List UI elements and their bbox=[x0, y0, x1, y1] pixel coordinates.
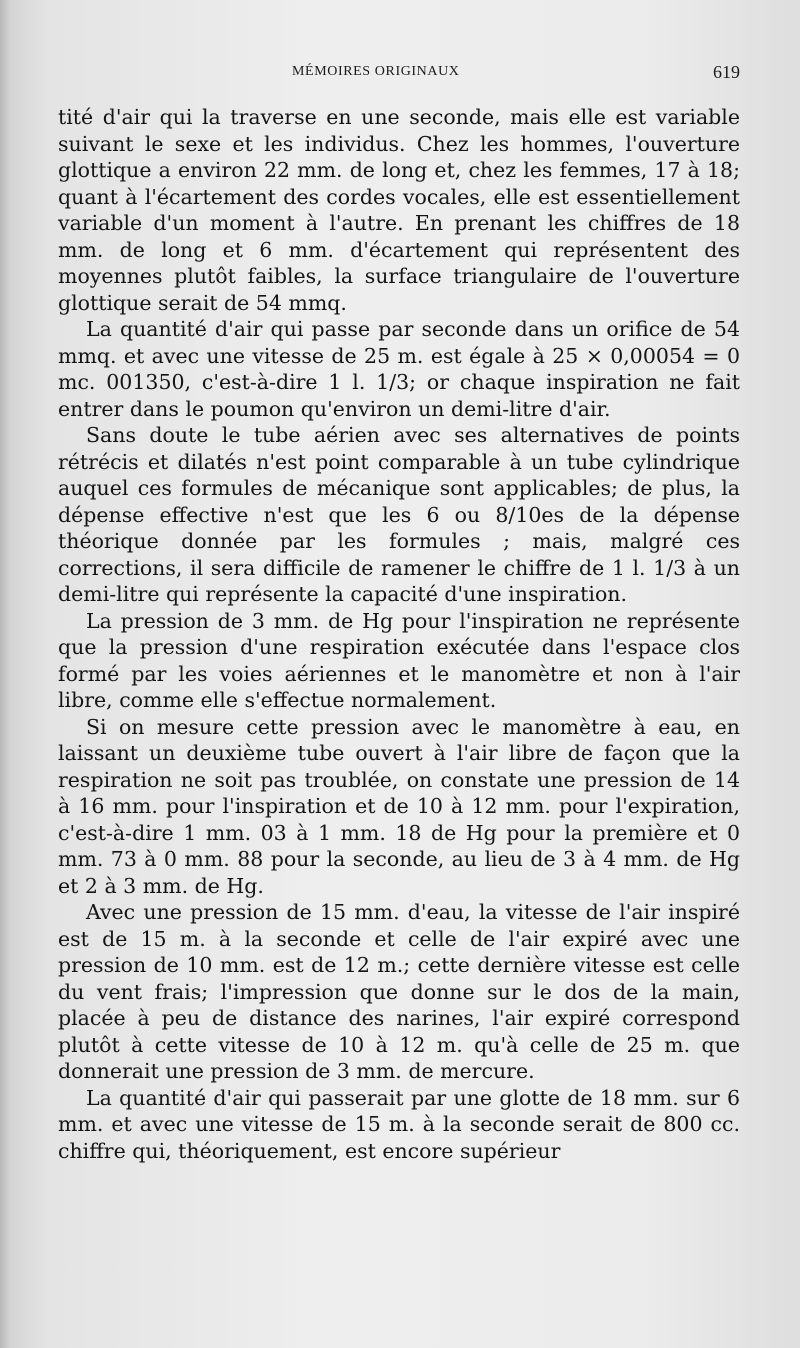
page-header bbox=[62, 62, 740, 86]
paragraph-4: La pression de 3 mm. de Hg pour l'inspiration ne représente que la pression d'une respiration exécutée dans l'espace clos formé par les voies aériennes et le manomètre et non à l'air libre, comme elle s'effectue normalement. bbox=[58, 608, 740, 712]
paragraph-6: Avec une pression de 15 mm. d'eau, la vitesse de l'air inspiré est de 15 m. à la seconde et celle de l'air expiré avec une pression de 10 mm. est de 12 m.; cette dernière vitesse est celle du vent frais; l'impression que donne sur le dos de la main, placée à peu de distance des narines, l'air expiré correspond plutôt à cette vitesse de 10 à 12 m. qu'à celle de 25 m. que donnerait une pression de 3 mm. de mercure. bbox=[58, 900, 740, 1083]
paragraph-1: tité d'air qui la traverse en une seconde, mais elle est variable suivant le sexe et les individus. Chez les hommes, l'ouverture glottique a environ 22 mm. de long et, chez les femmes, 17 à 18; quant à l'écartement des cordes vocales, elle est essentiellement variable d'un moment à l'autre. En prenant les chiffres de 18 mm. de long et 6 mm. d'écartement qui représentent des moyennes plutôt faibles, la surface triangulaire de l'ouverture glottique serait de 54 mmq. bbox=[58, 105, 740, 315]
running-head: MÉMOIRES ORIGINAUX bbox=[292, 64, 460, 79]
paragraph-2: La quantité d'air qui passe par seconde dans un orifice de 54 mmq. et avec une vitesse de 25 m. est égale à 25 × 0,00054 = 0 mc. 001350, c'est-à-dire 1 l. 1/3; or chaque inspiration ne fait entrer dans le poumon qu'environ un demi-litre d'air. bbox=[58, 317, 740, 421]
page-number: 619 bbox=[713, 62, 740, 82]
paragraph-3: Sans doute le tube aérien avec ses alternatives de points rétrécis et dilatés n'est point comparable à un tube cylindrique auquel ces formules de mécanique sont applicables; de plus, la dépense effective n'est que les 6 ou 8/10es de la dépense théorique donnée par les formules ; mais, malgré ces corrections, il sera difficile de ramener le chiffre de 1 l. 1/3 à un demi-litre qui représente la capacité d'une inspiration. bbox=[58, 423, 740, 606]
paragraph-7: La quantité d'air qui passerait par une glotte de 18 mm. sur 6 mm. et avec une vitesse de 15 m. à la seconde serait de 800 cc. chiffre qui, théoriquement, est encore supérieur bbox=[58, 1085, 740, 1163]
paragraph-5: Si on mesure cette pression avec le manomètre à eau, en laissant un deuxième tube ouvert à l'air libre de façon que la respiration ne soit pas troublée, on constate une pression de 14 à 16 mm. pour l'inspiration et de 10 à 12 mm. pour l'expiration, c'est-à-dire 1 mm. 03 à 1 mm. 18 de Hg pour la première et 0 mm. 73 à 0 mm. 88 pour la seconde, au lieu de 3 à 4 mm. de Hg et 2 à 3 mm. de Hg. bbox=[58, 714, 740, 898]
body-text bbox=[58, 104, 740, 1164]
